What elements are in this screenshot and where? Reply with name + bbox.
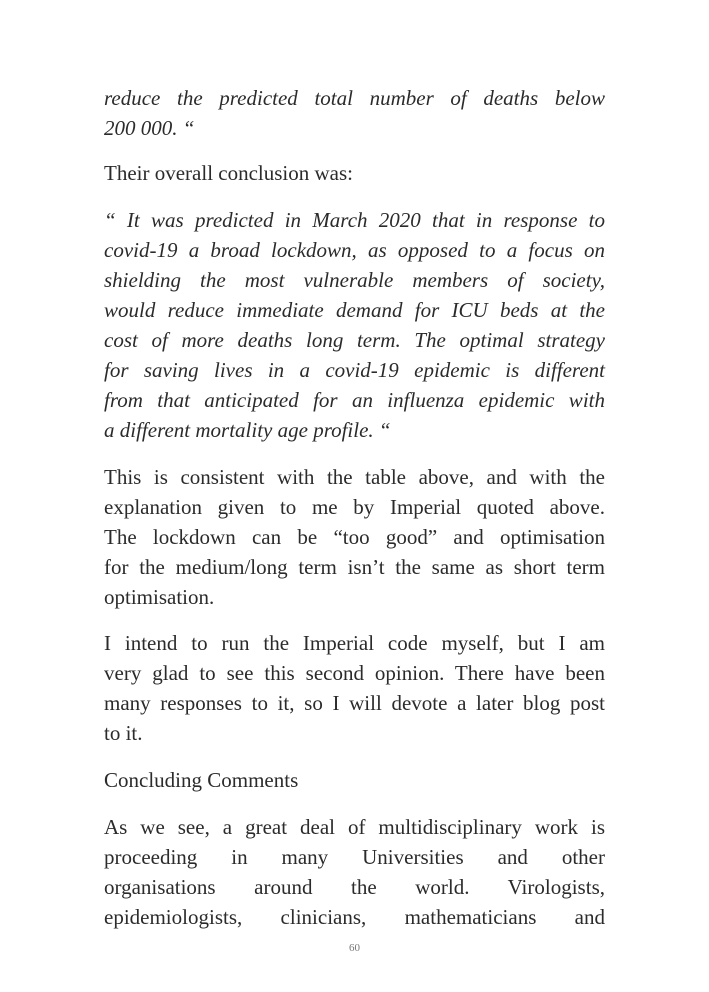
quote-line: for saving lives in a covid-19 epidemic is different bbox=[104, 358, 605, 382]
paragraph-line: organisations around the world. Virologists, bbox=[104, 875, 605, 899]
paragraph-line: Their overall conclusion was: bbox=[104, 161, 354, 185]
quote-line: shielding the most vulnerable members of society, bbox=[104, 268, 605, 292]
quote-line: from that anticipated for an influenza epidemic with bbox=[104, 388, 605, 412]
paragraph-line: explanation given to me by Imperial quoted above. bbox=[104, 495, 605, 519]
quote-line: “ It was predicted in March 2020 that in response to bbox=[104, 208, 605, 232]
paragraph-line: optimisation. bbox=[104, 585, 215, 609]
paragraph-line: many responses to it, so I will devote a later blog post bbox=[104, 691, 605, 715]
paragraph-line: 200 000. “ bbox=[104, 116, 195, 140]
quote-line: would reduce immediate demand for ICU beds at the bbox=[104, 298, 605, 322]
quote-line: a different mortality age profile. “ bbox=[104, 418, 391, 442]
paragraph-line: to it. bbox=[104, 721, 143, 745]
section-heading: Concluding Comments bbox=[104, 768, 299, 792]
paragraph-line: reduce the predicted total number of deaths below bbox=[104, 86, 605, 110]
paragraph-line: for the medium/long term isn’t the same as short term bbox=[104, 555, 605, 579]
quote-line: cost of more deaths long term. The optimal strategy bbox=[104, 328, 605, 352]
quote-line: covid-19 a broad lockdown, as opposed to a focus on bbox=[104, 238, 605, 262]
paragraph-line: I intend to run the Imperial code myself, but I am bbox=[104, 631, 605, 655]
paragraph-line: The lockdown can be “too good” and optimisation bbox=[104, 525, 605, 549]
paragraph-line: epidemiologists, clinicians, mathematicians and bbox=[104, 905, 605, 929]
paragraph-line: proceeding in many Universities and other bbox=[104, 845, 605, 869]
page-number: 60 bbox=[349, 942, 360, 954]
paragraph-line: very glad to see this second opinion. There have been bbox=[104, 661, 605, 685]
paragraph-line: This is consistent with the table above, and with the bbox=[104, 465, 605, 489]
paragraph-line: As we see, a great deal of multidisciplinary work is bbox=[104, 815, 605, 839]
